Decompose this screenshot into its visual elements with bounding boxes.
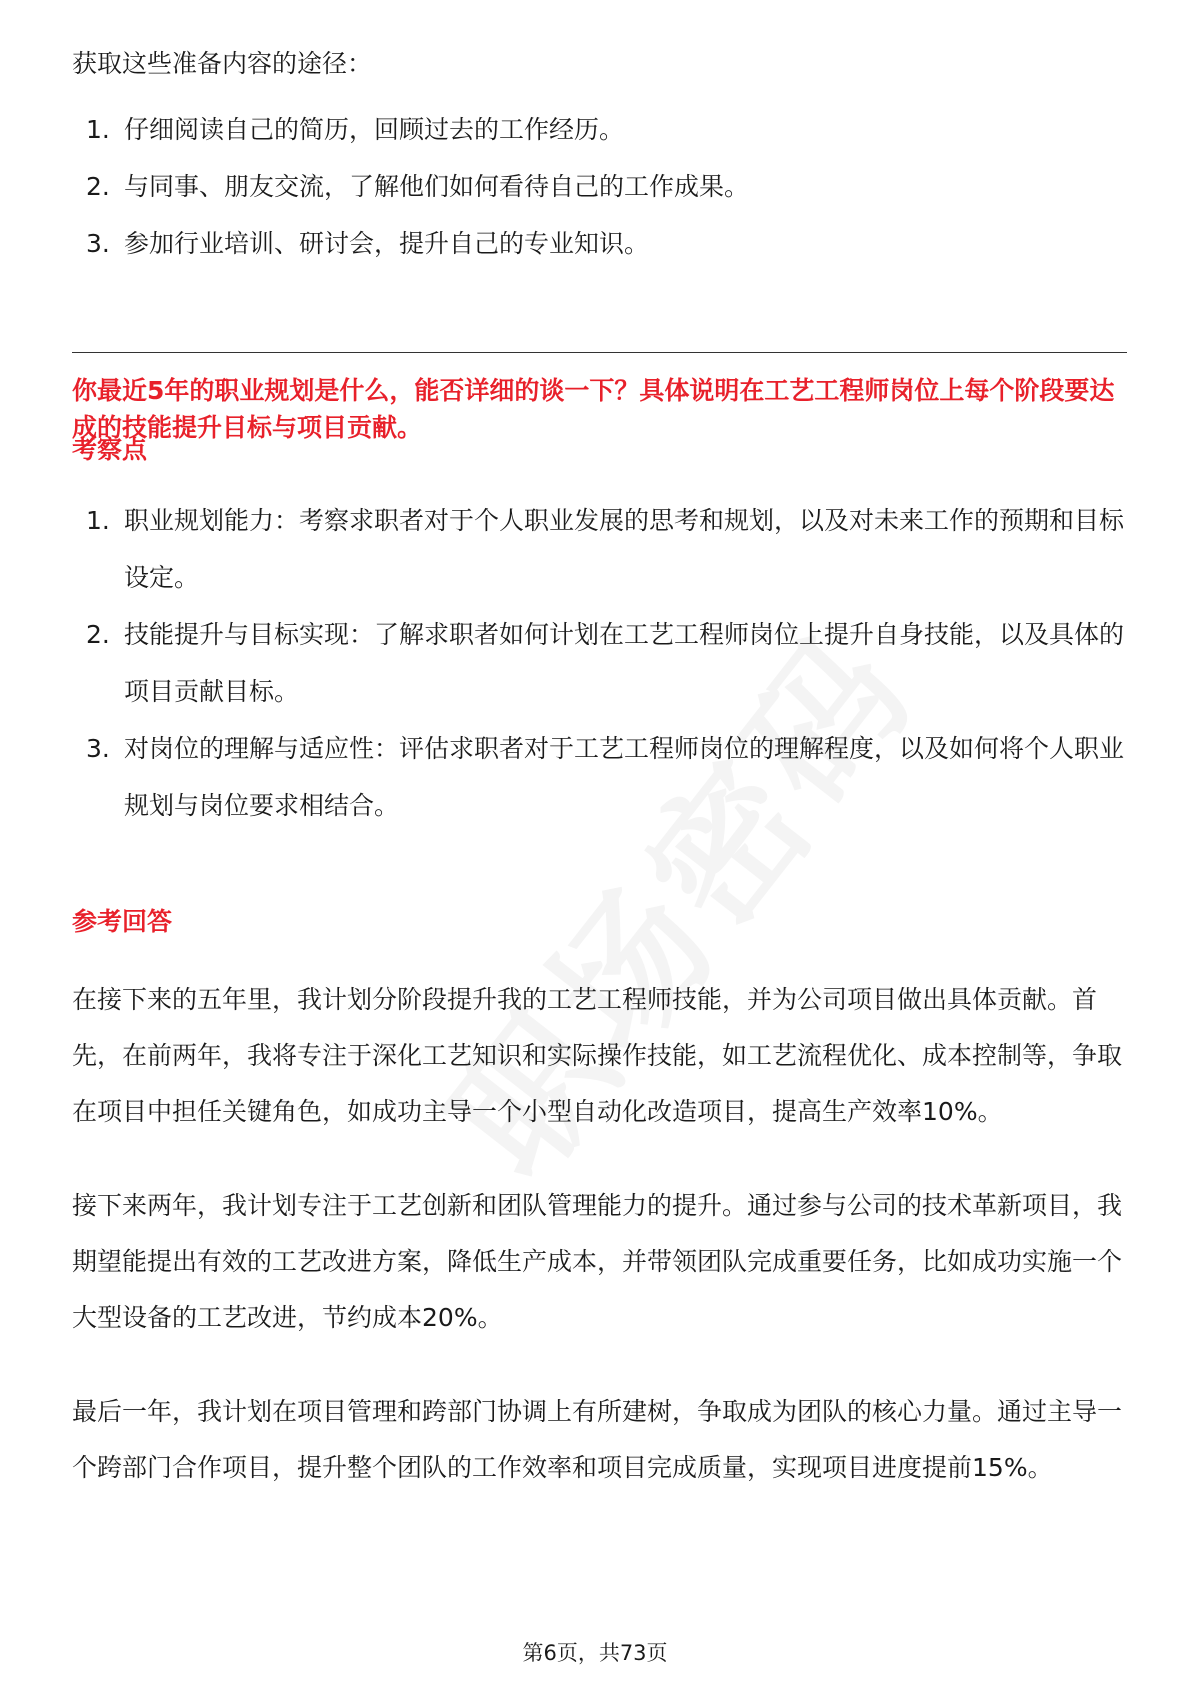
list-text: 仔细阅读自己的简历，回顾过去的工作经历。 <box>124 115 625 144</box>
list-number: 1. <box>86 506 110 535</box>
list-number: 3. <box>86 229 110 258</box>
intro-section <box>72 44 1127 281</box>
list-item <box>72 224 1127 264</box>
answer-paragraph: 接下来两年，我计划专注于工艺创新和团队管理能力的提升。通过参与公司的技术革新项目，我期望能提出有效的工艺改进方案，降低生产成本，并带领团队完成重要任务，比如成功实施一个大型设备的工艺改进，节约成本20%。 <box>72 1191 1123 1332</box>
list-item <box>72 606 1132 720</box>
section-divider <box>72 352 1127 353</box>
answer-body <box>72 972 1132 1534</box>
list-number: 2. <box>86 620 110 649</box>
answer-paragraph: 最后一年，我计划在项目管理和跨部门协调上有所建树，争取成为团队的核心力量。通过主导一个跨部门合作项目，提升整个团队的工作效率和项目完成质量，实现项目进度提前15%。 <box>72 1397 1123 1482</box>
steps-list <box>72 110 1127 264</box>
list-text: 技能提升与目标实现：了解求职者如何计划在工艺工程师岗位上提升自身技能，以及具体的项目贡献目标。 <box>124 620 1125 706</box>
points-list <box>72 492 1132 834</box>
answer-paragraph: 在接下来的五年里，我计划分阶段提升我的工艺工程师技能，并为公司项目做出具体贡献。首先，在前两年，我将专注于深化工艺知识和实际操作技能，如工艺流程优化、成本控制等，争取在项目中担任关键角色，如成功主导一个小型自动化改造项目，提高生产效率10%。 <box>72 985 1123 1126</box>
page-number: 第6页，共73页 <box>522 1641 668 1665</box>
list-text: 与同事、朋友交流，了解他们如何看待自己的工作成果。 <box>124 172 750 201</box>
list-item <box>72 720 1132 834</box>
list-item <box>72 492 1132 606</box>
list-text: 参加行业培训、研讨会，提升自己的专业知识。 <box>124 229 650 258</box>
list-item <box>72 110 1127 150</box>
list-text: 职业规划能力：考察求职者对于个人职业发展的思考和规划，以及对未来工作的预期和目标设定。 <box>124 506 1125 592</box>
list-item <box>72 167 1127 207</box>
list-number: 3. <box>86 734 110 763</box>
question-heading: 你最近5年的职业规划是什么，能否详细的谈一下？具体说明在工艺工程师岗位上每个阶段要达成的技能提升目标与项目贡献。 <box>72 376 1115 442</box>
answer-label: 参考回答 <box>72 907 173 936</box>
points-label: 考察点 <box>72 435 148 464</box>
list-text: 对岗位的理解与适应性：评估求职者对于工艺工程师岗位的理解程度，以及如何将个人职业规划与岗位要求相结合。 <box>124 734 1125 820</box>
list-number: 2. <box>86 172 110 201</box>
list-number: 1. <box>86 115 110 144</box>
intro-text: 获取这些准备内容的途径： <box>72 49 373 78</box>
